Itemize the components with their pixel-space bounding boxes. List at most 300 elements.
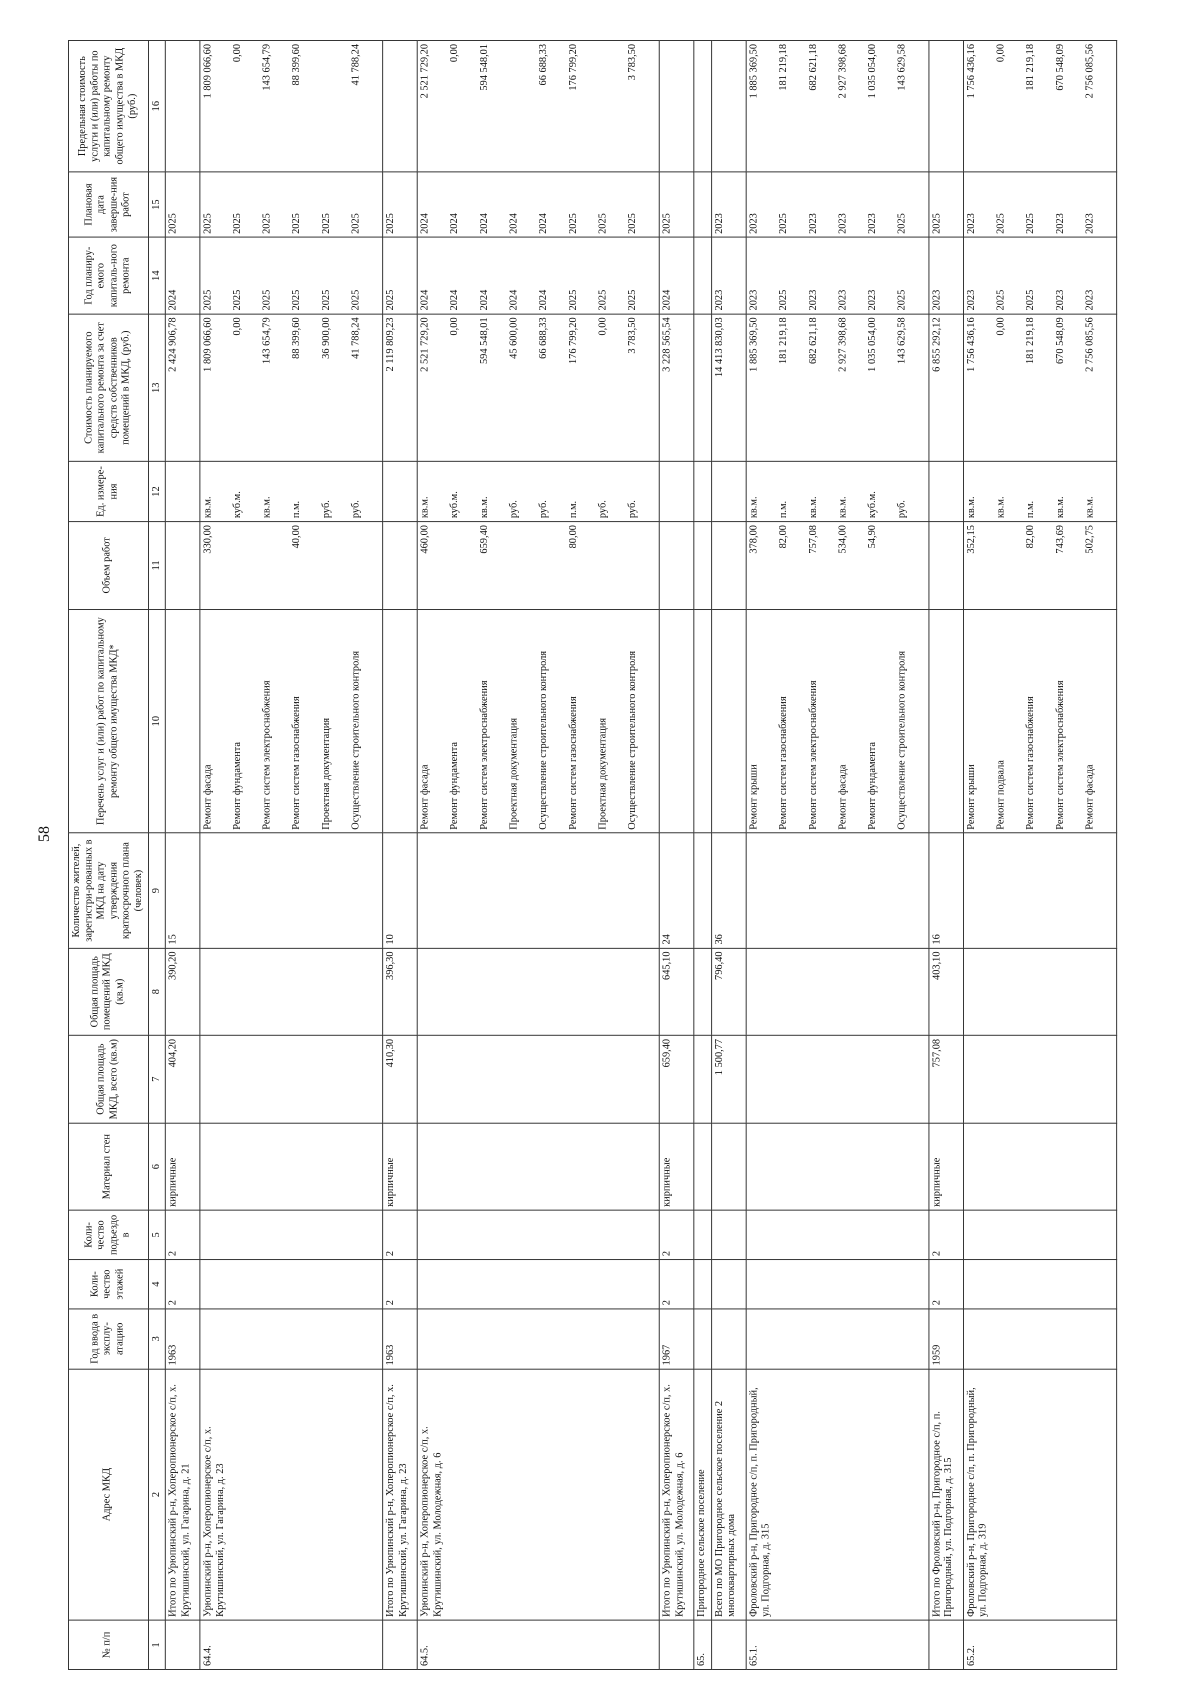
- column-number: 11: [148, 522, 165, 609]
- cell-c4: [417, 1260, 659, 1309]
- cell-c14: [694, 237, 711, 314]
- cell-line: 2023: [807, 213, 819, 234]
- cell-line: 2023: [748, 289, 760, 311]
- column-number: 2: [148, 1369, 165, 1620]
- cell-c14: [200, 237, 383, 314]
- cell-line: 14 413 830,03: [713, 317, 725, 378]
- column-number: 14: [148, 237, 165, 314]
- cell-line: 502,75: [1084, 525, 1096, 554]
- cell-c14: [417, 237, 659, 314]
- cell-line: 2025: [931, 213, 943, 234]
- cell-c2: Всего по МО Пригородное сельское поселение 2 многоквартирных дома: [711, 1369, 746, 1620]
- cell-c2: Пригородное сельское поселение: [694, 1369, 711, 1620]
- cell-line: 1 885 369,50: [748, 43, 760, 99]
- cell-line: 2025: [896, 213, 908, 234]
- cell-c16: [165, 40, 200, 171]
- cell-line: 88 399,60: [291, 317, 303, 359]
- cell-line: 378,00: [748, 525, 760, 554]
- cell-line: 1 756 436,16: [965, 317, 977, 372]
- cell-line: руб.: [627, 500, 639, 519]
- cell-c1: 64.5.: [417, 1620, 659, 1669]
- cell-line: руб.: [597, 500, 609, 519]
- column-header: Общая площадь помещений МКД (кв.м): [68, 948, 148, 1035]
- cell-line: 0,00: [449, 43, 461, 63]
- cell-c13: [711, 314, 746, 462]
- column-number: 3: [148, 1309, 165, 1369]
- cell-c7: 404,20: [165, 1035, 200, 1122]
- cell-c15: [711, 172, 746, 238]
- cell-c4: [694, 1260, 711, 1309]
- cell-line: 2 756 085,56: [1084, 317, 1096, 372]
- cell-line: 176 799,20: [568, 43, 579, 91]
- cell-line: 82,00: [1025, 525, 1036, 549]
- cell-c6: [417, 1123, 659, 1210]
- cell-line: 82,00: [778, 525, 789, 549]
- column-number: 9: [148, 833, 165, 948]
- cell-line: 2025: [385, 289, 397, 311]
- cell-line: 66 688,33: [538, 317, 550, 359]
- cell-c15: [200, 172, 383, 238]
- cell-line: [262, 525, 292, 606]
- cell-c11: [383, 522, 418, 609]
- cell-line: 2025: [167, 213, 179, 234]
- cell-line: Ремонт систем электроснабжения: [261, 680, 273, 830]
- cell-c10: [711, 609, 746, 833]
- cell-c7: [417, 1035, 659, 1122]
- cell-line: 2025: [568, 213, 579, 234]
- cell-c14: [711, 237, 746, 314]
- cell-c15: [746, 172, 929, 238]
- cell-c1: 65.2.: [963, 1620, 1116, 1669]
- cell-line: 670 548,09: [1054, 43, 1066, 91]
- cell-line: 2025: [661, 213, 673, 234]
- cell-line: кв.м.: [965, 496, 977, 519]
- cell-c5: [200, 1210, 383, 1259]
- table-row: [383, 40, 418, 1669]
- cell-line: кв.м.: [261, 496, 273, 519]
- cell-c3: [694, 1309, 711, 1369]
- cell-c11: [200, 522, 383, 609]
- cell-c8: 645,10: [659, 948, 694, 1035]
- cell-line: руб.: [896, 500, 908, 519]
- cell-c13: [746, 314, 929, 462]
- cell-line: Осуществление строительного контроля: [538, 650, 550, 830]
- repair-plan-table: [68, 40, 1117, 1670]
- cell-line: 2023: [713, 213, 725, 234]
- column-number: 8: [148, 948, 165, 1035]
- cell-c16: [711, 40, 746, 171]
- column-header: Общая площадь МКД, всего (кв.м): [68, 1035, 148, 1122]
- cell-c5: 2: [929, 1210, 964, 1259]
- cell-line: Ремонт систем электроснабжения: [1054, 680, 1066, 830]
- cell-line: 2023: [1054, 213, 1066, 234]
- cell-line: кв.м.: [202, 496, 214, 519]
- header-row: [68, 40, 148, 1669]
- cell-line: 330,00: [202, 525, 214, 554]
- cell-c2: Фроловский р-н, Пригородное с/п, п. Пригородный, ул. Подгорная, д. 319: [963, 1369, 1116, 1620]
- cell-c10: [929, 609, 964, 833]
- cell-line: 3 783,50: [627, 43, 639, 81]
- cell-line: 181 219,18: [1025, 317, 1036, 365]
- cell-c2: Итого по Фроловский р-н, Пригородное с/п, п. Пригородный, ул. Подгорная, д. 315: [929, 1369, 964, 1620]
- cell-c16: [963, 40, 1116, 171]
- cell-line: Ремонт фасада: [419, 764, 431, 830]
- column-header: Ед. измере-ния: [68, 461, 148, 521]
- cell-line: 2024: [479, 289, 490, 311]
- cell-line: 2023: [866, 213, 878, 234]
- cell-c11: [929, 522, 964, 609]
- column-number: 12: [148, 461, 165, 521]
- cell-c9: 16: [929, 833, 964, 948]
- cell-c9: [963, 833, 1116, 948]
- cell-line: кв.м.: [419, 496, 431, 519]
- column-header: Перечень услуг и (или) работ по капитальному ремонту общего имущества МКД*: [68, 609, 148, 833]
- cell-c16: [200, 40, 383, 171]
- cell-line: Проектная документация: [321, 717, 332, 830]
- cell-line: 2025: [261, 213, 273, 234]
- cell-line: 1 885 369,50: [748, 317, 760, 372]
- cell-line: 2024: [449, 213, 461, 234]
- cell-c9: [417, 833, 659, 948]
- cell-line: куб.м.: [866, 491, 878, 519]
- column-header: Объем работ: [68, 522, 148, 609]
- cell-line: 2023: [866, 289, 878, 311]
- cell-line: 2025: [597, 213, 609, 234]
- cell-c11: [165, 522, 200, 609]
- cell-line: 143 654,79: [261, 43, 273, 91]
- cell-c6: кирпичные: [659, 1123, 694, 1210]
- cell-c9: [694, 833, 711, 948]
- cell-line: Ремонт подвала: [995, 760, 1007, 830]
- cell-line: Ремонт систем газоснабжения: [778, 696, 789, 830]
- page-number: 58: [36, 826, 53, 842]
- cell-line: 2025: [568, 289, 579, 311]
- cell-c12: [383, 461, 418, 521]
- cell-c3: [963, 1309, 1116, 1369]
- cell-line: 2023: [837, 289, 849, 311]
- cell-line: 2025: [321, 289, 332, 311]
- cell-line: кв.м.: [807, 496, 819, 519]
- cell-line: 2023: [931, 289, 943, 311]
- cell-line: 0,00: [995, 317, 1007, 336]
- cell-line: Ремонт фасада: [202, 764, 214, 830]
- cell-c6: кирпичные: [383, 1123, 418, 1210]
- column-header: Адрес МКД: [68, 1369, 148, 1620]
- cell-c8: [200, 948, 383, 1035]
- cell-c6: кирпичные: [929, 1123, 964, 1210]
- cell-line: 0,00: [995, 43, 1007, 63]
- cell-c9: 10: [383, 833, 418, 948]
- cell-c8: [746, 948, 929, 1035]
- table-row: [417, 40, 659, 1669]
- cell-c2: Урюпинский р-н, Хоперопионерское с/п, х. Крутишинский, ул. Молодежная, д. 6: [417, 1369, 659, 1620]
- cell-line: кв.м.: [837, 496, 849, 519]
- cell-c7: 410,30: [383, 1035, 418, 1122]
- cell-line: 0,00: [597, 317, 609, 336]
- cell-c9: 15: [165, 833, 200, 948]
- cell-c8: [694, 948, 711, 1035]
- cell-c15: [694, 172, 711, 238]
- cell-line: 181 219,18: [778, 317, 789, 365]
- cell-line: 2 927 398,68: [837, 43, 849, 99]
- cell-line: 2025: [232, 213, 244, 234]
- cell-c6: кирпичные: [165, 1123, 200, 1210]
- cell-line: Осуществление строительного контроля: [896, 650, 908, 830]
- cell-line: 45 600,00: [508, 317, 520, 359]
- table-row: [711, 40, 746, 1669]
- cell-c1: 64.4.: [200, 1620, 383, 1669]
- cell-c15: [963, 172, 1116, 238]
- cell-line: 2 521 729,20: [419, 317, 431, 372]
- cell-c7: 757,08: [929, 1035, 964, 1122]
- cell-line: 682 621,18: [807, 317, 819, 365]
- cell-c12: [711, 461, 746, 521]
- cell-line: 2 521 729,20: [419, 43, 431, 99]
- cell-c7: [200, 1035, 383, 1122]
- cell-c3: 1967: [659, 1309, 694, 1369]
- cell-line: 3 783,50: [627, 317, 639, 354]
- cell-line: 682 621,18: [807, 43, 819, 91]
- cell-c11: [711, 522, 746, 609]
- cell-line: Проектная документация: [508, 717, 520, 830]
- cell-line: 2024: [419, 213, 431, 234]
- cell-c4: [746, 1260, 929, 1309]
- cell-c16: [929, 40, 964, 171]
- column-header: Год планиру-емого капиталь-ного ремонта: [68, 237, 148, 314]
- cell-c12: [165, 461, 200, 521]
- cell-line: Ремонт систем газоснабжения: [568, 696, 579, 830]
- column-number: 13: [148, 314, 165, 462]
- cell-line: 2024: [479, 213, 490, 234]
- cell-c14: [659, 237, 694, 314]
- cell-c1: [165, 1620, 200, 1669]
- cell-c6: [746, 1123, 929, 1210]
- cell-line: 80,00: [568, 525, 579, 549]
- column-header: Коли-чество этажей: [68, 1260, 148, 1309]
- cell-c13: [694, 314, 711, 462]
- cell-line: Ремонт крыши: [748, 764, 760, 830]
- cell-line: кв.м.: [748, 496, 760, 519]
- cell-c3: [711, 1309, 746, 1369]
- cell-line: п.м.: [568, 500, 579, 519]
- cell-line: 2023: [713, 289, 725, 311]
- cell-line: 1 035 054,00: [866, 317, 878, 372]
- cell-c8: 403,10: [929, 948, 964, 1035]
- cell-line: [598, 44, 628, 168]
- cell-line: 2025: [627, 289, 639, 311]
- cell-line: 66 688,33: [538, 43, 550, 86]
- cell-line: Ремонт фундамента: [866, 741, 878, 830]
- cell-c16: [417, 40, 659, 171]
- cell-c5: 2: [659, 1210, 694, 1259]
- cell-c12: [417, 461, 659, 521]
- cell-line: Ремонт систем электроснабжения: [807, 680, 819, 830]
- cell-c13: [929, 314, 964, 462]
- cell-line: 0,00: [232, 317, 244, 336]
- cell-c2: Фроловский р-н, Пригородное с/п, п. Пригородный, ул. Подгорная, д. 315: [746, 1369, 929, 1620]
- cell-c10: [963, 609, 1116, 833]
- cell-line: 2025: [202, 289, 214, 311]
- cell-line: 2025: [1025, 213, 1036, 234]
- cell-c11: [746, 522, 929, 609]
- cell-line: 2024: [538, 289, 550, 311]
- cell-line: 2024: [508, 213, 520, 234]
- cell-c13: [963, 314, 1116, 462]
- cell-c7: 659,40: [659, 1035, 694, 1122]
- cell-c8: [417, 948, 659, 1035]
- cell-c12: [659, 461, 694, 521]
- cell-c15: [417, 172, 659, 238]
- cell-c8: 396,30: [383, 948, 418, 1035]
- cell-line: руб.: [538, 500, 550, 519]
- cell-line: 1 809 066,60: [202, 43, 214, 99]
- cell-line: 143 629,58: [896, 317, 908, 365]
- column-number: 6: [148, 1123, 165, 1210]
- cell-line: 2024: [538, 213, 550, 234]
- table-row: [963, 40, 1116, 1669]
- cell-c5: [417, 1210, 659, 1259]
- cell-c9: 24: [659, 833, 694, 948]
- cell-c15: [929, 172, 964, 238]
- cell-c9: [746, 833, 929, 948]
- cell-c12: [746, 461, 929, 521]
- cell-line: 2025: [202, 213, 214, 234]
- cell-line: 40,00: [291, 525, 303, 549]
- column-header: Количество жителей, зарегистри-рованных в МКД на дату утверждения краткосрочного плана (человек): [68, 833, 148, 948]
- cell-line: 41 788,24: [350, 317, 362, 359]
- column-header: Плановая дата заверше-ния работ: [68, 172, 148, 238]
- cell-line: 0,00: [232, 43, 244, 63]
- cell-line: Ремонт фундамента: [232, 741, 244, 830]
- cell-line: 2025: [232, 289, 244, 311]
- cell-line: 743,69: [1054, 525, 1066, 554]
- cell-line: 2024: [419, 289, 431, 311]
- cell-c7: [746, 1035, 929, 1122]
- cell-line: 2025: [778, 213, 789, 234]
- table-row: [165, 40, 200, 1669]
- cell-c10: [165, 609, 200, 833]
- cell-line: 2025: [261, 289, 273, 311]
- cell-c6: [200, 1123, 383, 1210]
- cell-line: 2025: [350, 213, 362, 234]
- cell-c3: [200, 1309, 383, 1369]
- cell-c14: [929, 237, 964, 314]
- cell-line: [321, 44, 351, 168]
- cell-c15: [659, 172, 694, 238]
- cell-c1: [383, 1620, 418, 1669]
- cell-line: [509, 44, 539, 168]
- table-row: [746, 40, 929, 1669]
- cell-line: 181 219,18: [1025, 43, 1036, 91]
- cell-c3: 1963: [383, 1309, 418, 1369]
- cell-c5: 2: [165, 1210, 200, 1259]
- cell-c11: [659, 522, 694, 609]
- cell-c1: 65.: [694, 1620, 711, 1669]
- cell-c11: [417, 522, 659, 609]
- column-number: 16: [148, 40, 165, 171]
- cell-c7: 1 500,77: [711, 1035, 746, 1122]
- cell-c13: [200, 314, 383, 462]
- cell-c2: Урюпинский р-н, Хоперопионерское с/п, х. Крутишинский, ул. Гагарина, д. 23: [200, 1369, 383, 1620]
- cell-c6: [711, 1123, 746, 1210]
- cell-c6: [963, 1123, 1116, 1210]
- cell-line: Ремонт систем электроснабжения: [479, 680, 490, 830]
- cell-c2: Итого по Урюпинский р-н, Хоперопионерское с/п, х. Крутишинский, ул. Гагарина, д. 21: [165, 1369, 200, 1620]
- cell-line: 2023: [1054, 289, 1066, 311]
- cell-line: Ремонт фундамента: [449, 741, 461, 830]
- column-header: Год ввода в эксплу-атацию: [68, 1309, 148, 1369]
- cell-line: 2025: [1025, 289, 1036, 311]
- cell-line: 143 654,79: [261, 317, 273, 365]
- cell-line: кв.м.: [1084, 496, 1096, 519]
- cell-line: Осуществление строительного контроля: [350, 650, 362, 830]
- column-header: Предельная стоимость услуги и (или) работы по капитальному ремонту общего имущества в МКД (руб.): [68, 40, 148, 171]
- table-row: [659, 40, 694, 1669]
- cell-c13: [165, 314, 200, 462]
- cell-line: 0,00: [449, 317, 461, 336]
- cell-c4: [200, 1260, 383, 1309]
- cell-c5: [746, 1210, 929, 1259]
- cell-line: кв.м.: [1054, 496, 1066, 519]
- column-header: Материал стен: [68, 1123, 148, 1210]
- cell-c10: [694, 609, 711, 833]
- cell-line: 2025: [896, 289, 908, 311]
- cell-c10: [417, 609, 659, 833]
- cell-line: 2023: [965, 289, 977, 311]
- cell-line: [509, 525, 539, 606]
- cell-line: 757,08: [807, 525, 819, 554]
- cell-line: Осуществление строительного контроля: [627, 650, 639, 830]
- cell-line: 2025: [778, 289, 789, 311]
- cell-c4: 2: [165, 1260, 200, 1309]
- cell-c13: [383, 314, 418, 462]
- cell-line: 36 900,00: [321, 317, 332, 359]
- cell-line: 2024: [508, 289, 520, 311]
- cell-c11: [694, 522, 711, 609]
- cell-c6: [694, 1123, 711, 1210]
- cell-c3: [746, 1309, 929, 1369]
- cell-line: 2023: [1084, 213, 1096, 234]
- cell-c11: [963, 522, 1116, 609]
- cell-c12: [694, 461, 711, 521]
- cell-c13: [417, 314, 659, 462]
- cell-line: 2025: [995, 213, 1007, 234]
- cell-c2: Итого по Урюпинский р-н, Хоперопионерское с/п, х. Крутишинский, ул. Гагарина, д. 23: [383, 1369, 418, 1620]
- cell-line: куб.м.: [232, 491, 244, 519]
- cell-c14: [383, 237, 418, 314]
- cell-c15: [383, 172, 418, 238]
- cell-line: 2 756 085,56: [1084, 43, 1096, 99]
- cell-line: [995, 525, 1025, 606]
- cell-line: куб.м.: [449, 491, 461, 519]
- cell-line: 2 424 906,78: [167, 317, 179, 372]
- cell-line: [449, 525, 479, 606]
- column-header: Коли-чество подъездо в: [68, 1210, 148, 1259]
- cell-line: п.м.: [778, 500, 789, 519]
- cell-c10: [383, 609, 418, 833]
- cell-line: 659,40: [479, 525, 490, 554]
- cell-c16: [659, 40, 694, 171]
- cell-c9: [200, 833, 383, 948]
- cell-line: 594 548,01: [479, 43, 490, 91]
- cell-c14: [165, 237, 200, 314]
- cell-line: 2025: [597, 289, 609, 311]
- cell-c4: 2: [929, 1260, 964, 1309]
- cell-line: Ремонт систем газоснабжения: [1025, 696, 1036, 830]
- cell-c8: 796,40: [711, 948, 746, 1035]
- cell-line: п.м.: [1025, 500, 1036, 519]
- cell-c7: [963, 1035, 1116, 1122]
